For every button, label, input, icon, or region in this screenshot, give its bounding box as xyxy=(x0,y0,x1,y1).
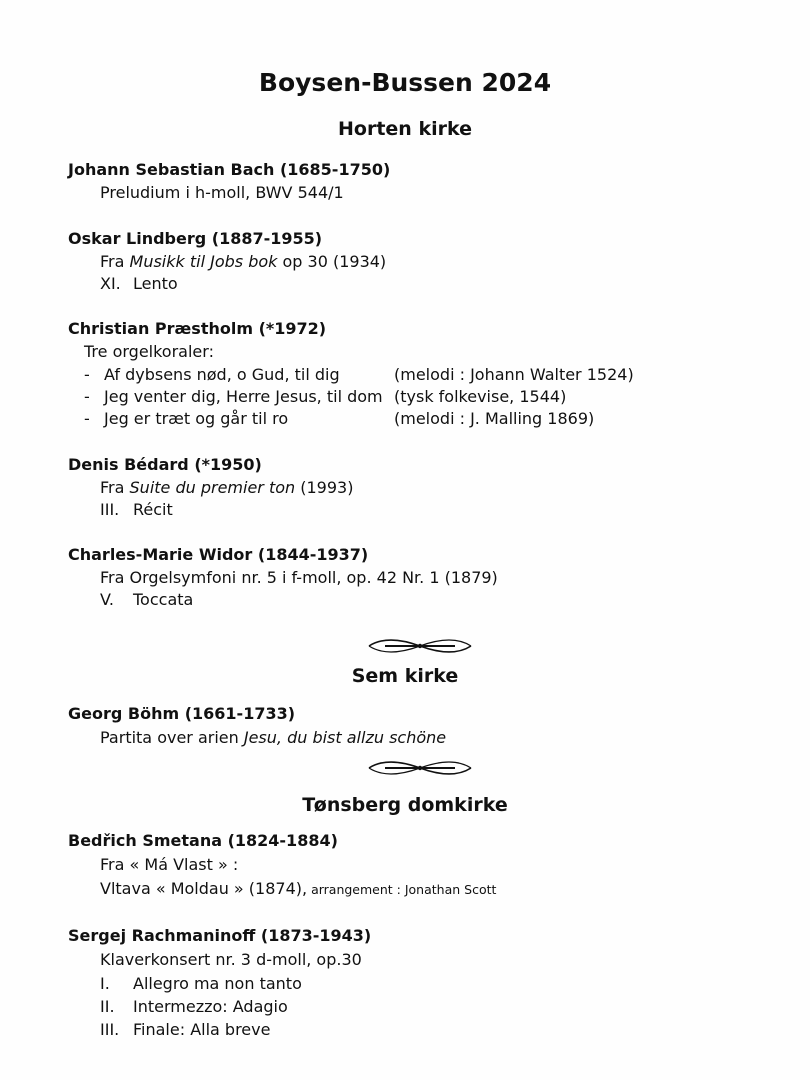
chorale-item: - Af dybsens nød, o Gud, til dig xyxy=(84,365,340,384)
venue-heading-tonsberg: Tønsberg domkirke xyxy=(302,794,508,816)
ornament-divider xyxy=(365,757,475,779)
praestholm-intro: Tre orgelkoraler: xyxy=(84,342,214,361)
composer-smetana: Bedřich Smetana (1824-1884) xyxy=(68,831,338,850)
movement-rachmaninoff: I. Allegro ma non tanto xyxy=(100,974,302,993)
movement-rachmaninoff: II. Intermezzo: Adagio xyxy=(100,997,288,1016)
composer-lindberg: Oskar Lindberg (1887-1955) xyxy=(68,229,323,248)
page-title: Boysen-Bussen 2024 xyxy=(258,68,552,97)
composer-bedard: Denis Bédard (*1950) xyxy=(68,455,262,474)
composer-praestholm: Christian Præstholm (*1972) xyxy=(68,319,327,338)
work-bedard: Fra Suite du premier ton (1993) xyxy=(100,478,354,497)
composer-rachmaninoff: Sergej Rachmaninoff (1873-1943) xyxy=(68,926,372,945)
venue-heading-sem: Sem kirke xyxy=(351,665,459,687)
venue-heading-horten: Horten kirke xyxy=(338,118,472,140)
movement-bedard: III. Récit xyxy=(100,500,173,519)
ornament-divider xyxy=(365,635,475,657)
composer-bach: Johann Sebastian Bach (1685-1750) xyxy=(68,160,391,179)
chorale-item: - Jeg venter dig, Herre Jesus, til dom xyxy=(84,387,383,406)
work-smetana-line1: Fra « Má Vlast » : xyxy=(100,855,239,874)
chorale-note: (tysk folkevise, 1544) xyxy=(394,387,567,406)
composer-widor: Charles-Marie Widor (1844-1937) xyxy=(68,545,369,564)
work-bach: Preludium i h-moll, BWV 544/1 xyxy=(100,183,344,202)
work-smetana-line2: Vltava « Moldau » (1874), arrangement : Jonathan Scott xyxy=(100,879,497,898)
movement-lindberg: XI. Lento xyxy=(100,274,178,293)
movement-rachmaninoff: III. Finale: Alla breve xyxy=(100,1020,271,1039)
chorale-note: (melodi : J. Malling 1869) xyxy=(394,409,595,428)
work-lindberg: Fra Musikk til Jobs bok op 30 (1934) xyxy=(100,252,387,271)
chorale-item: - Jeg er træt og går til ro xyxy=(84,409,289,428)
work-rachmaninoff: Klaverkonsert nr. 3 d-moll, op.30 xyxy=(100,950,362,969)
composer-bohm: Georg Böhm (1661-1733) xyxy=(68,704,296,723)
work-bohm: Partita over arien Jesu, du bist allzu schöne xyxy=(100,728,447,747)
movement-widor: V. Toccata xyxy=(100,590,194,609)
work-widor: Fra Orgelsymfoni nr. 5 i f-moll, op. 42 Nr. 1 (1879) xyxy=(100,568,498,587)
chorale-note: (melodi : Johann Walter 1524) xyxy=(394,365,634,384)
